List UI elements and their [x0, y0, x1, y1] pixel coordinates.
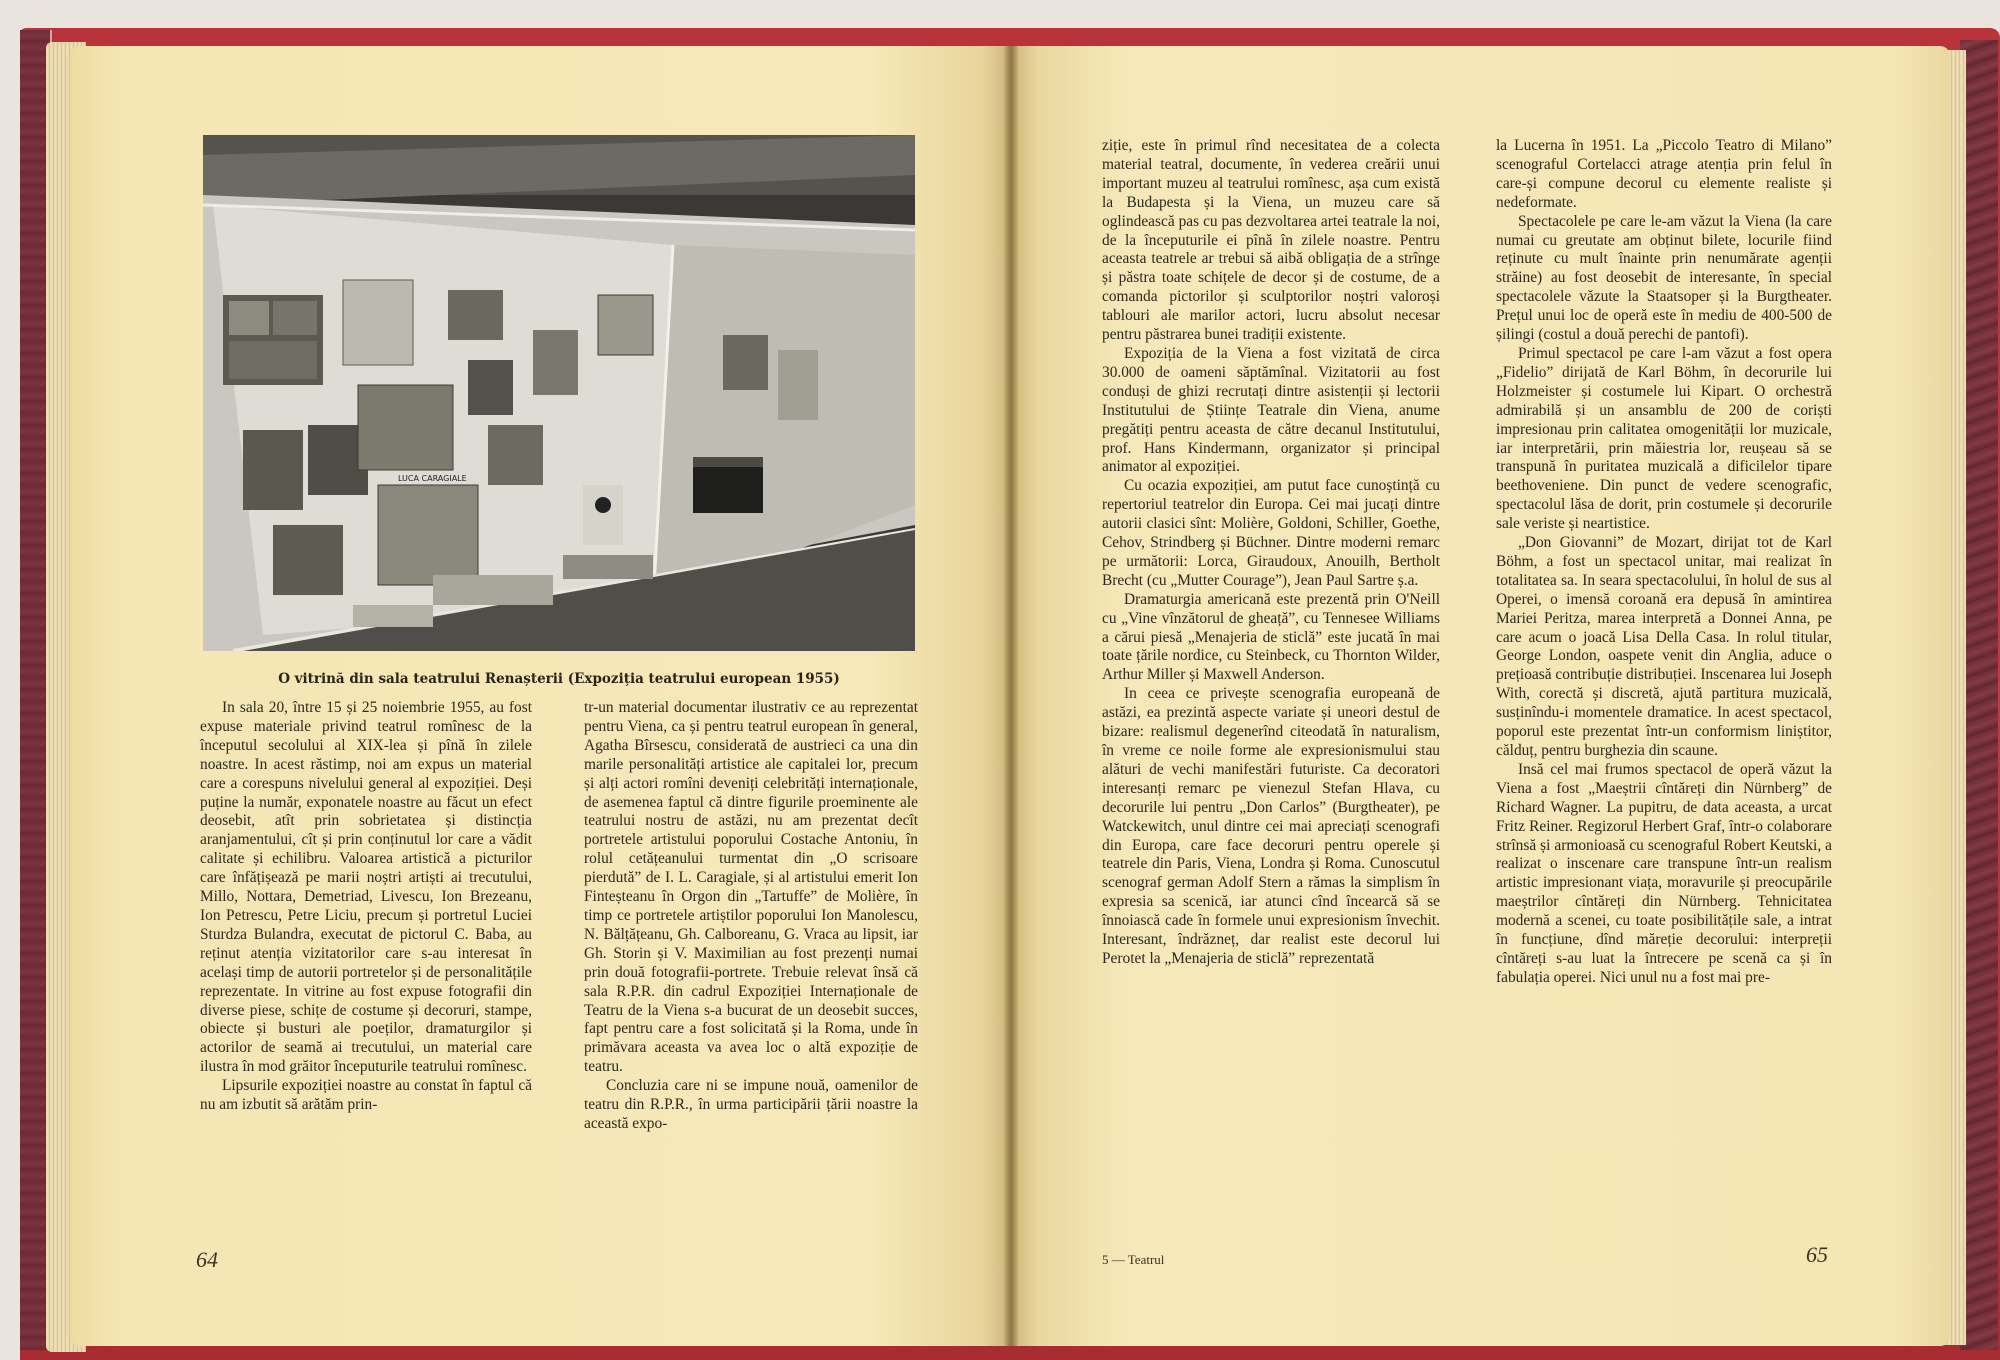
right-page-column-1	[1102, 137, 1440, 969]
left-page-column-2	[584, 699, 918, 1134]
paragraph: „Don Giovanni” de Mozart, dirijat tot de Karl Böhm, a fost un spectacol unitar, mai realizat în totalitatea sa. In seara spectacolului, în holul de sus al Operei, o imensă coroană era depusă în amintirea Mariei Peritza, marea interpretă a Donnei Anna, pe care acum o joacă Lisa Della Casa. In rolul titular, George London, oaspete venit din Anglia, aduce o prețioasă contribuție distribuției. Inscenarea lui Joseph With, corectă și discretă, ajută partitura muzicală, susținîndu-i momentele dramatice. In acest spectacol, poporul este prezentat într-un conformism liniștitor, călduț, pentru burghezia din scaune.	[1496, 534, 1832, 759]
paragraph: In sala 20, între 15 și 25 noiembrie 1955, au fost expuse materiale privind teatrul romînesc de la începutul secolului al XIX-lea și pînă în zilele noastre. In acest răstimp, noi am expus un material care a corespuns nivelului general al expoziției. Deși puține la număr, exponatele noastre au făcut un efect deosebit, atît prin sobrietatea și distincția aranjamentului, cît și prin conținutul lor care a vădit calitate și echilibru. Valoarea artistică a picturilor care înfățișează pe marii noștri artiști ai trecutului, Millo, Nottara, Demetriad, Livescu, Ion Brezeanu, Ion Petrescu, Petre Liciu, precum și portretul Luciei Sturdza Bulandra, executat de pictorul C. Baba, au reținut atenția vizitatorilor care s-au interesat în același timp de autorii portretelor și de personalitățile reprezentate. In vitrine au fost expuse fotografii din diverse piese, schițe de costume și decoruri, stampe, obiecte și busturi ale poeților, dramaturgilor și actorilor de seamă ai trecutului, un material care ilustra în mod grăitor începuturile teatrului romînesc.	[200, 699, 532, 1076]
book-gutter	[1004, 46, 1018, 1346]
paragraph: ziție, este în primul rînd necesitatea de a colecta material teatral, documente, în vederea creării unui important muzeu al teatrului romînesc, așa cum există la Budapesta și la Viena, un muzeu care să oglindească pas cu pas dezvoltarea artei teatrale la noi, de la începuturile ei pînă în zilele noastre. Pentru aceasta teatrele ar trebui să aibă obligația de a strînge și păstra toate schițele de decor și de costume, de a comanda pictorilor și sculptorilor noștri valoroși tablouri ale marilor actori, lucru absolut necesar pentru păstrarea bunei tradiții existente.	[1102, 137, 1440, 344]
paragraph: Dramaturgia americană este prezentă prin O'Neill cu „Vine vînzătorul de gheață”, cu Tennesee Williams a cărui piesă „Menajeria de sticlă” este jucată în mai toate țările nordice, cu Steinbeck, cu Thornton Wilder, Arthur Miller și Maxwell Anderson.	[1102, 590, 1440, 684]
paragraph: la Lucerna în 1951. La „Piccolo Teatro di Milano” scenograful Cortelacci atrage atenția prin felul în care-și compune decorul cu elemente realiste și nedeformate.	[1496, 137, 1832, 211]
paragraph: Expoziția de la Viena a fost vizitată de circa 30.000 de oameni săptămînal. Vizitatorii au fost conduși de ghizi recrutați dintre asistenții și lectorii Institutului de Științe Teatrale din Viena, anume pregătiți pentru aceasta de către decanul Institutului, prof. Hans Kindermann, organizator și principal animator al expoziției.	[1102, 344, 1440, 476]
paragraph: Insă cel mai frumos spectacol de operă văzut la Viena a fost „Maeștrii cîntăreți din Nürnberg” de Richard Wagner. La pupitru, de data aceasta, a urcat Fritz Reiner. Regizorul Herbert Graf, într-o colaborare strînsă și armonioasă cu scenograful Robert Keutski, a realizat o inscenare care transpune într-un realism artistic impresionant viața, moravurile și preocupările maeștrilor cîntăreți din Nürnberg. Tehnicitatea modernă a scenei, cu toate posibilitățile sale, a intrat în funcțiune, dînd măreție decorului: interpreții cîntăreți s-au luat la întrecere pe scenă ca și în fabulația operei. Nici unul nu a fost mai pre-	[1496, 760, 1832, 986]
paragraph: Spectacolele pe care le-am văzut la Viena (la care numai cu greutate am obținut bilete, locurile fiind reținute cu mult înainte prin nenumărate agenții străine) au fost deosebit de interesante, în special spectacolele văzute la Staatsoper și la Burgtheater. Prețul unui loc de operă este în mediu de 400-500 de șilingi (costul a două perechi de pantofi).	[1496, 212, 1832, 344]
paragraph: Primul spectacol pe care l-am văzut a fost opera „Fidelio” dirijată de Karl Böhm, în decorurile lui Holzmeister și costumele lui Kipart. O orchestră admirabilă și un ansamblu de 200 de coriști impresionau prin calitatea omogenității lor muzicale, iar interpretării, prin măiestria lor, reușeau să se transpună în puritatea muzicală a dificilelor tipare beethoveniene. Din punct de vedere scenografic, spectacolul lăsa de dorit, prin costumele și decorurile sale veriste și neartistice.	[1496, 344, 1832, 533]
page-number-right: 65	[1806, 1242, 1828, 1267]
left-page-column-1	[200, 699, 532, 1115]
page-number-left: 64	[196, 1247, 218, 1272]
paragraph: Concluzia care ni se impune nouă, oamenilor de teatru din R.P.R., în urma participării țării noastre la această expo-	[584, 1077, 918, 1132]
photo-caption: O vitrină din sala teatrului Renașterii (Expoziția teatrului european 1955)	[278, 671, 840, 687]
right-page-column-2	[1496, 137, 1832, 988]
paragraph: tr-un material documentar ilustrativ ce au reprezentat pentru Viena, ca și pentru teatrul european în general, Agatha Bîrsescu, considerată de austrieci ca una din marile personalități artistice ale capitalei lor, precum și alți actori romîni deveniți celebrități internaționale, de asemenea faptul că dintre figurile proeminente ale teatrului nostru de astăzi, nu am prezentat decît portretele artistului poporului Costache Antoniu, în rolul cetățeanului turmentat din „O scrisoare pierdută” de I. L. Caragiale, și al artistului emerit Ion Finteșteanu în Orgon din „Tartuffe” de Molière, în timp ce portretele artiștilor poporului Ion Manolescu, N. Bălțățeanu, Gh. Calboreanu, G. Vraca au lipsit, iar Gh. Storin și V. Maximilian au fost prezenți numai prin două fotografii-portrete. Trebuie relevat însă că sala R.P.R. din cadrul Expoziției Internaționale de Teatru de la Viena s-a bucurat de un deosebit succes, fapt pentru care a fost solicitată și la Roma, unde în primăvara aceasta va avea loc o altă expoziție de teatru.	[584, 699, 918, 1076]
poster-label: LUCA CARAGIALE	[398, 474, 467, 483]
paragraph: In ceea ce privește scenografia europeană de astăzi, ea prezintă aspecte variate și uneori destul de bizare: realismul degenerînd citeodată în naturalism, în vreme ce noile forme ale expresionismului stau alături de vechi manifestări futuriste. Ca decoratori interesanți remarc pe vienezul Stefan Hlava, cu decorurile lui pentru „Don Carlos” (Burgtheater), pe Watckewitch, unul dintre cei mai apreciați scenografi din Europa, care face decoruri pentru operele și teatrele din Paris, Viena, Londra și Roma. Cunoscutul scenograf german Adolf Stern a rămas la simplism în expresia sa scenică, iar atunci cînd încearcă să se înnoiască cade în formele unui expresionism învechit. Interesant, îndrăzneț, dar realist este decorul lui Perotet la „Menajeria de sticlă” reprezentată	[1102, 685, 1440, 967]
paragraph: Lipsurile expoziției noastre au constat în faptul că nu am izbutit să arătăm prin-	[200, 1077, 532, 1114]
paragraph: Cu ocazia expoziției, am putut face cunoștință cu repertoriul teatrelor din Europa. Cei mai jucați dintre autorii clasici sînt: Molière, Goldoni, Schiller, Goethe, Cehov, Strindberg și Büchner. Dintre moderni remarc pe următorii: Lorca, Giraudoux, Anouilh, Bertholt Brecht (cu „Mutter Courage”), Jean Paul Sartre ș.a.	[1102, 477, 1440, 589]
exhibition-photo	[203, 135, 915, 651]
signature-mark: 5 — Teatrul	[1102, 1252, 1165, 1267]
